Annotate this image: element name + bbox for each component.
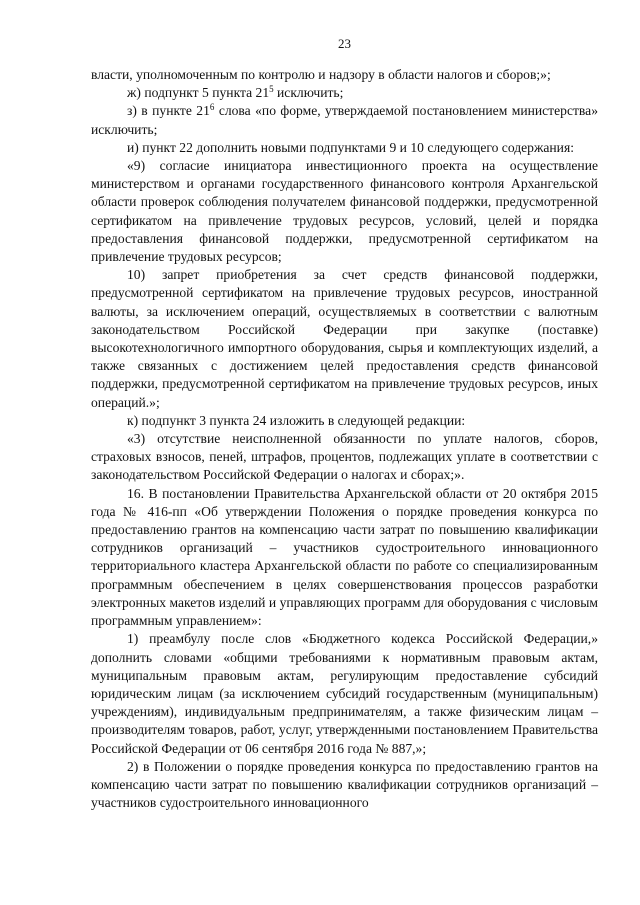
paragraph-text: 10) запрет приобретения за счет средств финансовой поддержки, предусмотренной сертификатом на привлечение трудовых ресурсов, иностранной валюты, за исключением операций, осуществляемых в соответствии с валютным законодательством Российской Федерации при закупке (поставке) высокотехнологичного импортного оборудования, сырья и комплектующих изделий, а также связанных с достижением целей предоставления средств финансовой поддержки, предусмотренной сертификатом на привлечение трудовых ресурсов, иных операций.»; — [91, 267, 598, 410]
paragraph-text: 16. В постановлении Правительства Архангельской области от 20 октября 2015 года № 416-пп «Об утверждении Положения о порядке проведения конкурса по предоставлению грантов на компенсацию части затрат по повышению квалификации сотрудников организаций – участников судостроительного инновационного территориального кластера Архангельской области по работе со специализированным программным обеспечением в целях совершенствования процессов разработки электронных макетов изделий и управляющих программ для оборудования с числовым программным управлением»: — [91, 485, 598, 629]
paragraph-text: и) пункт 22 дополнить новыми подпунктами 9 и 10 следующего содержания: — [127, 139, 574, 155]
paragraph — [91, 139, 598, 157]
paragraph-text: слова «по форме, утверждаемой постановлением министерства» исключить; — [91, 103, 598, 137]
paragraph-text: з) в пункте 21 — [127, 103, 210, 119]
paragraph-text: власти, уполномоченным по контролю и надзору в области налогов и сборов;»; — [91, 67, 551, 82]
paragraph-text: исключить; — [273, 85, 344, 101]
superscript: 5 — [269, 84, 274, 95]
paragraph-text: «3) отсутствие неисполненной обязанности по уплате налогов, сборов, страховых взносов, пеней, штрафов, процентов, подлежащих уплате в соответствии с законодательством Российской Федерации о налогах и сборах;». — [91, 431, 598, 483]
paragraph — [91, 157, 598, 266]
paragraph — [91, 412, 598, 430]
superscript: 6 — [209, 102, 215, 113]
paragraph-text: «9) согласие инициатора инвестиционного проекта на осуществление министерством и органами государственного финансового контроля Архангельской области проверок соблюдения получателем финансовой поддержки, предусмотренной сертификатом на привлечение трудовых ресурсов, условий, целей и порядка предоставления финансовой поддержки, предусмотренной сертификатом на привлечение трудовых ресурсов; — [91, 158, 598, 265]
paragraph-text: к) подпункт 3 пункта 24 изложить в следующей редакции: — [127, 412, 466, 428]
paragraph — [91, 630, 598, 757]
page-number: 23 — [338, 36, 351, 51]
paragraph — [91, 84, 598, 102]
paragraph-text: 1) преамбулу после слов «Бюджетного кодекса Российской Федерации,» дополнить словами «общими требованиями к нормативным правовым актам, муниципальным правовым актам, регулирующим предоставление субсидий юридическим лицам (за исключением субсидий государственным (муниципальным) учреждениям), индивидуальным предпринимателям, а также физическим лицам – производителям товаров, работ, услуг, утвержденными постановлением Правительства Российской Федерации от 06 сентября 2016 года № 887,»; — [91, 631, 598, 756]
paragraph-text: 2) в Положении о порядке проведения конкурса по предоставлению грантов на компенсацию части затрат по повышению квалификации сотрудников организаций – участников судостроительного инновационного — [91, 758, 598, 811]
paragraph — [91, 485, 598, 631]
paragraph — [91, 758, 598, 813]
paragraph-text: ж) подпункт 5 пункта 21 — [127, 85, 270, 101]
paragraph — [91, 266, 598, 412]
paragraph — [91, 102, 598, 138]
document-body — [91, 66, 598, 812]
paragraph — [91, 66, 598, 84]
paragraph — [91, 430, 598, 485]
